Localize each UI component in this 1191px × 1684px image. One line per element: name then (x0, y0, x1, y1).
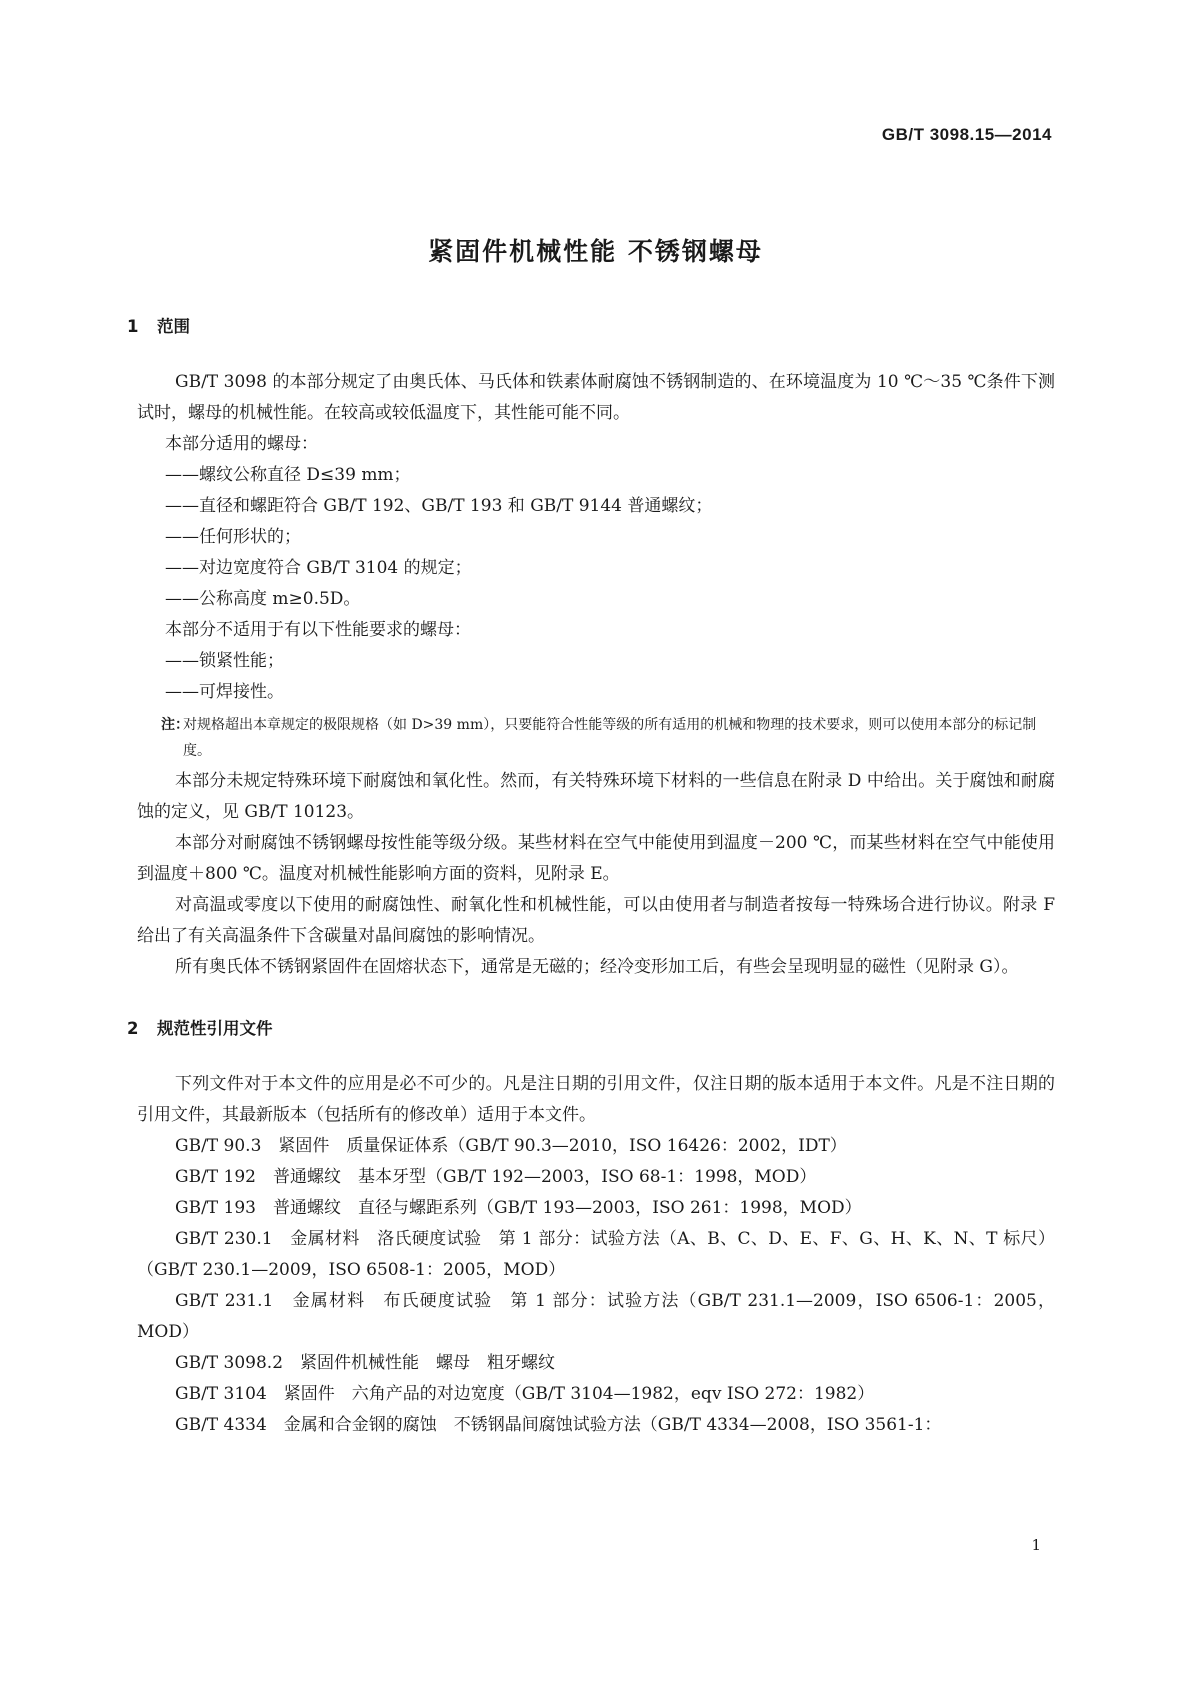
reference-item: GB/T 90.3 紧固件 质量保证体系（GB/T 90.3—2010，ISO 16426：2002，IDT） (175, 1136, 847, 1156)
list-item: ——螺纹公称直径 D≤39 mm； (165, 465, 411, 485)
reference-item: GB/T 3098.2 紧固件机械性能 螺母 粗牙螺纹 (175, 1353, 556, 1373)
note (137, 712, 1055, 764)
paragraph: 本部分不适用于有以下性能要求的螺母： (165, 620, 471, 640)
list-item: ——任何形状的； (165, 527, 301, 547)
page-number: 1 (1031, 1536, 1041, 1554)
reference-item: GB/T 231.1 金属材料 布氏硬度试验 第 1 部分：试验方法（GB/T 231.1—2009，ISO 6506-1：2005，MOD） (137, 1291, 1055, 1342)
paragraph: 本部分适用的螺母： (165, 434, 318, 454)
list-item: ——对边宽度符合 GB/T 3104 的规定； (165, 558, 472, 578)
list-item: ——可焊接性。 (165, 682, 284, 702)
paragraph: 本部分未规定特殊环境下耐腐蚀和氧化性。然而，有关特殊环境下材料的一些信息在附录 D 中给出。关于腐蚀和耐腐蚀的定义，见 GB/T 10123。 (137, 771, 1055, 822)
note-text: 对规格超出本章规定的极限规格（如 D>39 mm），只要能符合性能等级的所有适用的机械和物理的技术要求，则可以使用本部分的标记制度。 (183, 717, 1037, 759)
section-1-body (137, 367, 1055, 983)
section-title: 范围 (157, 317, 190, 336)
paragraph: 下列文件对于本文件的应用是必不可少的。凡是注日期的引用文件，仅注日期的版本适用于本文件。凡是不注日期的引用文件，其最新版本（包括所有的修改单）适用于本文件。 (137, 1074, 1055, 1125)
section-number: 1 (127, 317, 139, 336)
document-code: GB/T 3098.15—2014 (881, 125, 1052, 144)
page-title: 紧固件机械性能 不锈钢螺母 (428, 237, 763, 266)
note-label: 注： (161, 717, 189, 733)
section-2-heading (127, 1015, 273, 1039)
reference-item: GB/T 192 普通螺纹 基本牙型（GB/T 192—2003，ISO 68-1：1998，MOD） (175, 1167, 817, 1187)
paragraph: 本部分对耐腐蚀不锈钢螺母按性能等级分级。某些材料在空气中能使用到温度－200 ℃，而某些材料在空气中能使用到温度＋800 ℃。温度对机械性能影响方面的资料，见附录 E。 (137, 833, 1055, 884)
paragraph: 所有奥氏体不锈钢紧固件在固熔状态下，通常是无磁的；经冷变形加工后，有些会呈现明显的磁性（见附录 G）。 (175, 957, 1019, 977)
section-title: 规范性引用文件 (157, 1019, 273, 1038)
list-item: ——公称高度 m≥0.5D。 (165, 589, 361, 609)
paragraph: GB/T 3098 的本部分规定了由奥氏体、马氏体和铁素体耐腐蚀不锈钢制造的、在环境温度为 10 ℃～35 ℃条件下测试时，螺母的机械性能。在较高或较低温度下，其性能可能不同。 (137, 372, 1055, 423)
list-item: ——直径和螺距符合 GB/T 192、GB/T 193 和 GB/T 9144 普通螺纹； (165, 496, 713, 516)
list-item: ——锁紧性能； (165, 651, 284, 671)
reference-item: GB/T 4334 金属和合金钢的腐蚀 不锈钢晶间腐蚀试验方法（GB/T 4334—2008，ISO 3561-1： (175, 1415, 942, 1435)
reference-item: GB/T 3104 紧固件 六角产品的对边宽度（GB/T 3104—1982，eqv ISO 272：1982） (175, 1384, 875, 1404)
section-number: 2 (127, 1019, 139, 1038)
section-1-heading (127, 313, 190, 337)
reference-item: GB/T 230.1 金属材料 洛氏硬度试验 第 1 部分：试验方法（A、B、C、D、E、F、G、H、K、N、T 标尺）（GB/T 230.1—2009，ISO 6508-1：2005，MOD） (137, 1229, 1055, 1280)
paragraph: 对高温或零度以下使用的耐腐蚀性、耐氧化性和机械性能，可以由使用者与制造者按每一特殊场合进行协议。附录 F 给出了有关高温条件下含碳量对晶间腐蚀的影响情况。 (137, 895, 1055, 946)
reference-item: GB/T 193 普通螺纹 直径与螺距系列（GB/T 193—2003，ISO 261：1998，MOD） (175, 1198, 862, 1218)
section-2-body (137, 1069, 1055, 1441)
